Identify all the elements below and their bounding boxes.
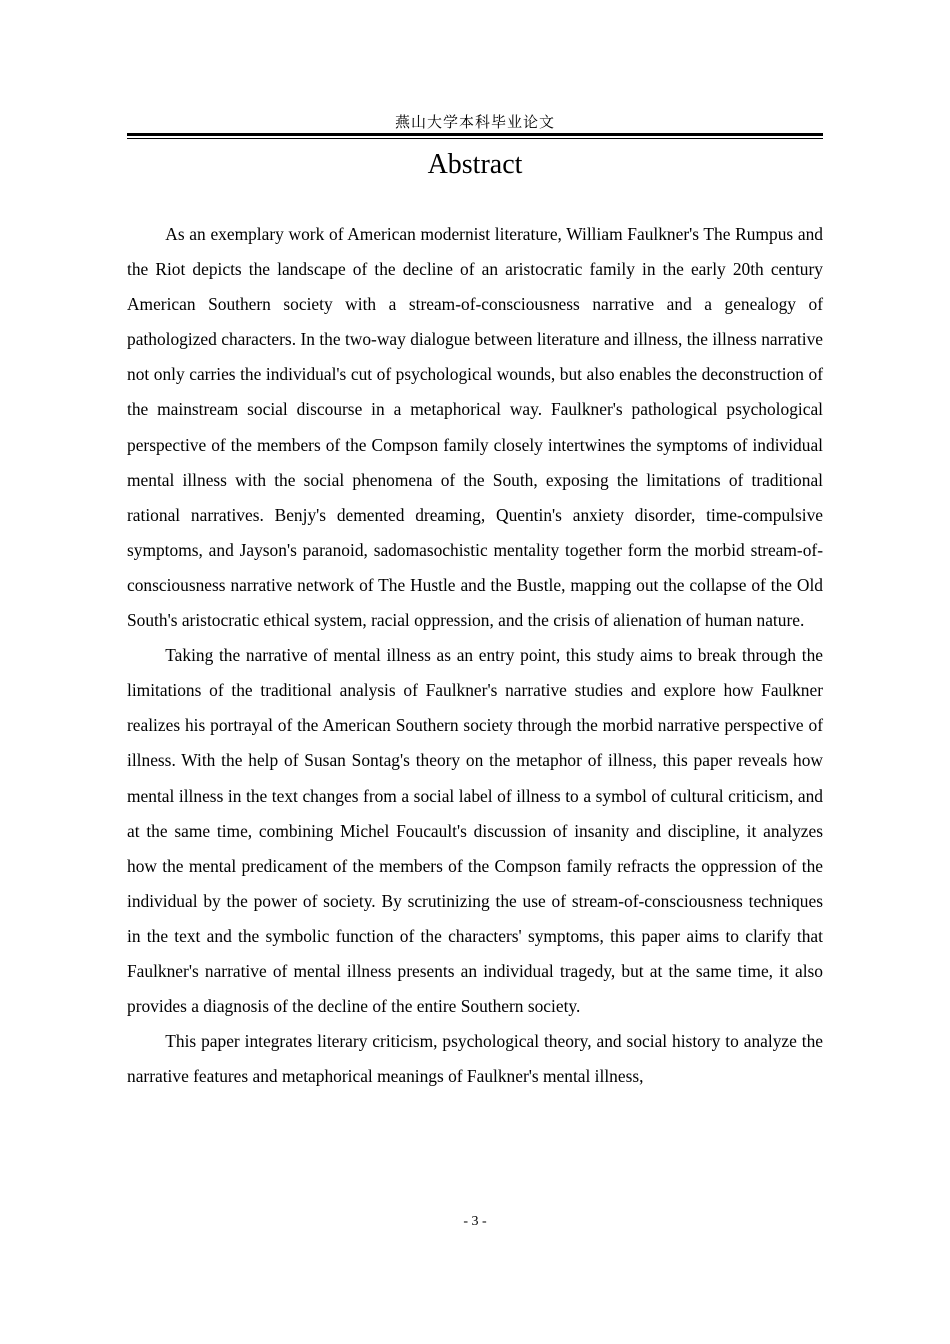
abstract-title: Abstract [427,149,523,180]
header-rule-thin [127,138,823,139]
abstract-paragraph-3: This paper integrates literary criticism, psychological theory, and social history to analyze the narrative features and metaphorical meanings of Faulkner's mental illness, [127,1031,823,1087]
running-header: 燕山大学本科毕业论文 [394,113,555,131]
abstract-body [127,217,823,1094]
page-number: - 3 - [463,1214,487,1229]
header-rule-thick [127,133,823,136]
abstract-paragraph-2: Taking the narrative of mental illness as an entry point, this study aims to break through the limitations of the traditional analysis of Faulkner's narrative studies and explore how Faulkner realizes his portrayal of the American Southern society through the morbid narrative perspective of illness. With the help of Susan Sontag's theory on the metaphor of illness, this paper reveals how mental illness in the text changes from a social label of illness to a symbol of cultural criticism, and at the same time, combining Michel Foucault's discussion of insanity and discipline, it analyzes how the mental predicament of the members of the Compson family refracts the oppression of the individual by the power of society. By scrutinizing the use of stream-of-consciousness techniques in the text and the symbolic function of the characters' symptoms, this paper aims to clarify that Faulkner's narrative of mental illness presents an individual tragedy, but at the same time, it also provides a diagnosis of the decline of the entire Southern society. [127,645,823,1017]
abstract-paragraph-1: As an exemplary work of American modernist literature, William Faulkner's The Rumpus and the Riot depicts the landscape of the decline of an aristocratic family in the early 20th century American Southern society with a stream-of-consciousness narrative and a genealogy of pathologized characters. In the two-way dialogue between literature and illness, the illness narrative not only carries the individual's cut of psychological wounds, but also enables the deconstruction of the mainstream social discourse in a metaphorical way. Faulkner's pathological psychological perspective of the members of the Compson family closely intertwines the symptoms of individual mental illness with the social phenomena of the South, exposing the limitations of traditional rational narratives. Benjy's demented dreaming, Quentin's anxiety disorder, time-compulsive symptoms, and Jayson's paranoid, sadomasochistic mentality together form the morbid stream-of-consciousness narrative network of The Hustle and the Bustle, mapping out the collapse of the Old South's aristocratic ethical system, racial oppression, and the crisis of alienation of human nature. [127,224,823,631]
